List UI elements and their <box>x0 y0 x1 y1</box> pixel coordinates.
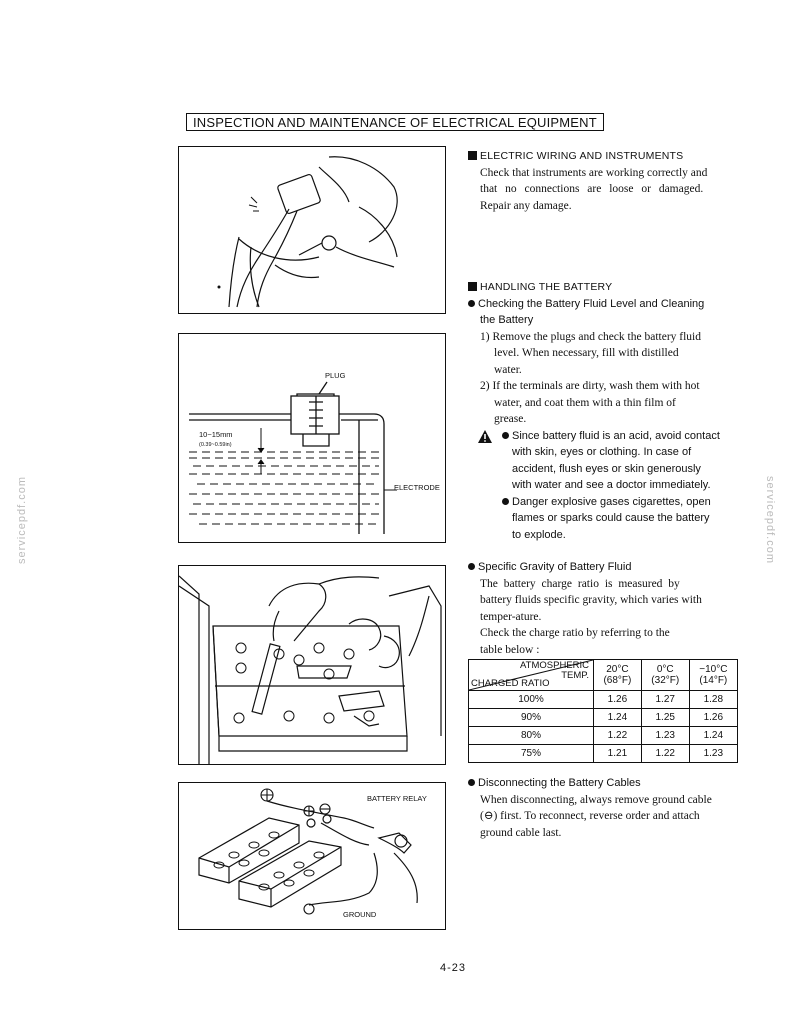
gravity-text: The battery charge ratio is measured by battery fluids specific gravity, which varies with temper-ature. Check the charge ratio by referring to the table below : <box>480 577 702 656</box>
page-title: INSPECTION AND MAINTENANCE OF ELECTRICAL EQUIPMENT <box>186 113 604 131</box>
figure-wiring-connector <box>178 146 446 314</box>
column-header: −10°C (14°F) <box>689 660 737 691</box>
cables-title: Disconnecting the Battery Cables <box>468 775 738 792</box>
round-bullet-icon <box>502 432 509 439</box>
level-label: 10~15mm <box>199 430 233 439</box>
section-electric-wiring <box>468 148 738 214</box>
warning-acid: Since battery fluid is an acid, avoid contact with skin, eyes or clothing. In case of accident, flush eyes or skin generously with water and see a doctor immediately. <box>468 428 738 494</box>
step-1: 1) Remove the plugs and check the battery fluid level. When necessary, fill with distilled water. <box>480 330 701 376</box>
table-corner-header <box>469 660 594 691</box>
table-row: 80% 1.22 1.23 1.24 <box>469 727 738 745</box>
cables-text: When disconnecting, always remove ground cable (⊖) first. To reconnect, reverse order and attach ground cable last. <box>480 793 712 839</box>
column-header: 20°C (68°F) <box>594 660 642 691</box>
wiring-illustration <box>179 147 445 313</box>
gravity-title: Specific Gravity of Battery Fluid <box>468 559 738 576</box>
round-bullet-icon <box>468 300 475 307</box>
round-bullet-icon <box>468 563 475 570</box>
square-bullet-icon <box>468 151 477 160</box>
warning-explosive-gas: Danger explosive gases cigarettes, open flames or sparks could cause the battery to explode. <box>468 494 738 544</box>
section-disconnect-cables <box>468 775 738 841</box>
level-inch-label: (0.39~0.59in) <box>199 442 232 448</box>
section-specific-gravity <box>468 559 738 658</box>
table-row: 75% 1.21 1.22 1.23 <box>469 745 738 763</box>
table-header-row <box>469 660 738 691</box>
check-fluid-title: Checking the Battery Fluid Level and Cleaning <box>468 296 738 313</box>
figure-hydrometer-check <box>178 565 446 765</box>
plug-label: PLUG <box>325 371 346 380</box>
round-bullet-icon <box>468 779 475 786</box>
page-number: 4-23 <box>440 962 467 974</box>
header-atmospheric-temp: ATMOSPHERIC TEMP. <box>520 660 589 681</box>
watermark-right: servicepdf.com <box>764 476 776 564</box>
ground-label: GROUND <box>343 910 377 919</box>
section-heading-battery: HANDLING THE BATTERY <box>468 279 738 296</box>
section-heading-wiring: ELECTRIC WIRING AND INSTRUMENTS <box>468 148 738 165</box>
figure-battery-cables <box>178 782 446 930</box>
step-2: 2) If the terminals are dirty, wash them with hot water, and coat them with a thin film of grease. <box>480 380 700 425</box>
wiring-text: Check that instruments are working correctly and that no connections are loose or damaged. Repair any damage. <box>480 166 708 212</box>
table-row: 90% 1.24 1.25 1.26 <box>469 709 738 727</box>
watermark-left: servicepdf.com <box>16 476 28 564</box>
square-bullet-icon <box>468 282 477 291</box>
column-header: 0°C (32°F) <box>641 660 689 691</box>
figure-battery-fluid-level <box>178 333 446 543</box>
warning-triangle-icon <box>478 430 492 443</box>
round-bullet-icon <box>502 498 509 505</box>
table-row: 100% 1.26 1.27 1.28 <box>469 691 738 709</box>
battery-relay-label: BATTERY RELAY <box>367 794 427 803</box>
section-handling-battery: HANDLING THE BATTERY Checking the Battery Fluid Level and Cleaning the Battery 1) Remove the plugs and check the battery fluid level. When necessary, fill with distilled water. 2) If the terminals are dirty, wash them with hot water, and coat them with a thin film of grease. Since battery fluid is an acid, avoid contact with skin, eyes or clothing. In case of accident, flush eyes or skin generously with water and see a doctor immediately. Danger explosive gases cigarettes, open flames or sparks could cause the battery to explode. <box>468 279 738 543</box>
specific-gravity-table <box>468 659 738 763</box>
electrode-label: ELECTRODE <box>394 483 440 492</box>
header-charged-ratio: CHARGED RATIO <box>471 678 550 689</box>
